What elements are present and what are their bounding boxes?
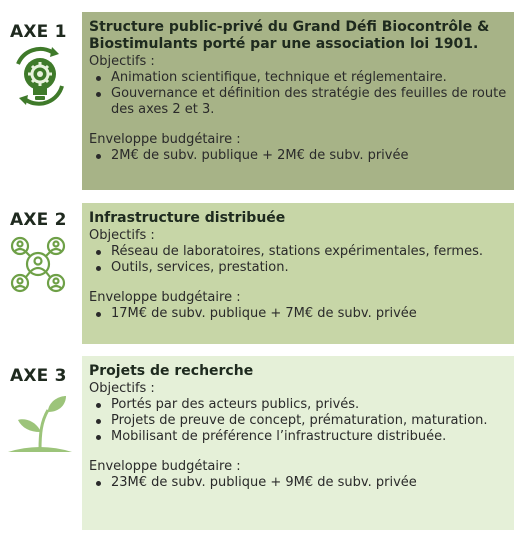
network-people-icon <box>8 234 68 300</box>
axe1-label: AXE 1 <box>10 22 67 42</box>
list-item: Animation scientifique, technique et réglementaire. <box>111 70 508 86</box>
axe1-budget-list <box>89 148 508 164</box>
list-item: Projets de preuve de concept, prématuration, maturation. <box>111 413 508 429</box>
axe2-budget-list <box>89 306 508 322</box>
list-item: Réseau de laboratoires, stations expérimentales, fermes. <box>111 244 508 260</box>
axe1-objectifs-list <box>89 70 508 118</box>
axe2-budget-label: Enveloppe budgétaire : <box>89 290 241 305</box>
axe1-objectifs-label: Objectifs : <box>89 54 155 69</box>
list-item: Portés par des acteurs publics, privés. <box>111 397 508 413</box>
list-item: Outils, services, prestation. <box>111 260 508 276</box>
axe1-title: Structure public-privé du Grand Défi Biocontrôle & Biostimulants porté par une association loi 1901. <box>89 19 490 52</box>
axe2-objectifs-label: Objectifs : <box>89 228 155 243</box>
list-item: 2M€ de subv. publique + 2M€ de subv. privée <box>111 148 508 164</box>
axe2-objectifs-list <box>89 244 508 276</box>
axe2-title: Infrastructure distribuée <box>89 210 286 226</box>
axe3-budget-label: Enveloppe budgétaire : <box>89 459 241 474</box>
axe2-box <box>82 203 514 344</box>
list-item: 17M€ de subv. publique + 7M€ de subv. privée <box>111 306 508 322</box>
axe3-title: Projets de recherche <box>89 363 254 379</box>
axe1-box <box>82 12 514 190</box>
axe3-objectifs-list <box>89 397 508 445</box>
gear-bulb-icon <box>8 44 72 114</box>
axe1-budget-label: Enveloppe budgétaire : <box>89 132 241 147</box>
list-item: Mobilisant de préférence l’infrastructure distribuée. <box>111 429 508 445</box>
axe2-label: AXE 2 <box>10 210 67 230</box>
axe3-objectifs-label: Objectifs : <box>89 381 155 396</box>
axe3-box <box>82 356 514 530</box>
list-item: Gouvernance et définition des stratégie des feuilles de route des axes 2 et 3. <box>111 86 507 117</box>
axe3-label: AXE 3 <box>10 366 67 386</box>
axe3-budget-list <box>89 475 508 491</box>
list-item: 23M€ de subv. publique + 9M€ de subv. privée <box>111 475 508 491</box>
sprout-icon <box>4 390 76 460</box>
